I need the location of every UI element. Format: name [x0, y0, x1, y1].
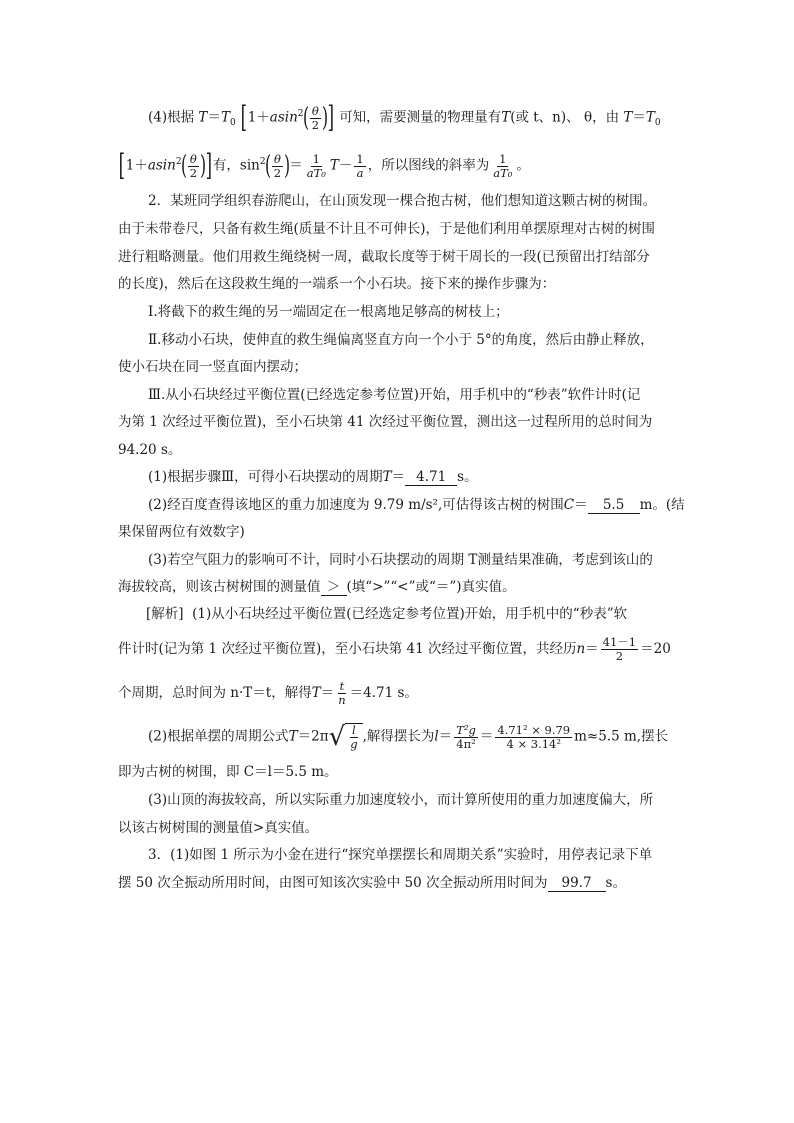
q2-step-2a: Ⅱ.移动小石块，使伸直的救生绳偏离竖直方向一个小于 5°的角度，然后由静止释放， [148, 332, 654, 348]
answer-blank-compare: ＞ [321, 579, 347, 596]
q2-sub-3a: (3)若空气阻力的影响可不计，同时小石块摆动的周期 T测量结果准确，考虑到该山的 [148, 552, 653, 568]
solution-line-4a: (4)根据 $T=T_0$ [1＋asin$^2$( $\frac{\theta}{2}$ )] 可知，需要测量的物理量有T(或 t、n)、 θ，由 $T=T_0$ [148, 100, 661, 135]
q2-sub-1: (1)根据步骤Ⅲ，可得小石块摆动的周期T＝ 4.71 s。 [148, 469, 478, 485]
solution-1b: 件计时(记为第 1 次经过平衡位置)，至小石块第 41 次经过平衡位置，共经历n＝ $\frac{41-1}{2}$ ＝20 [118, 635, 671, 663]
q2-step-2b: 使小石块在同一竖直面内摆动； [118, 359, 307, 375]
q2-sub-3b: 海拔较高，则该古树树围的测量值 ＞ (填“>”“<”或“＝”)真实值。 [118, 579, 516, 595]
solution-2a: (2)根据单摆的周期公式T＝2π √ $\frac{l}{g}$ ,解得摆长为l＝ $\frac{\text{T²g}}{\text{4π²}}$ ＝ $\frac{\text{4.71² × 9.79}}{\text{4 × 3.14²}}$ m≈5.5 m,摆长 [148, 722, 669, 752]
answer-blank-period: 4.71 [405, 469, 457, 486]
q2-step-3a: Ⅲ.从小石块经过平衡位置(已经选定参考位置)开始，用手机中的“秒表”软件计时(记 [148, 387, 641, 403]
q2-line-3: 进行粗略测量。他们用救生绳绕树一周，截取长度等于树干周长的一段(已预留出打结部分 [118, 249, 650, 265]
q3-line-2: 摆 50 次全振动所用时间，由图可知该次实验中 50 次全振动所用时间为 99.7 s。 [118, 875, 626, 891]
q2-sub-2b: 果保留两位有效数字) [118, 524, 245, 540]
solution-line-4b: [1＋asin$^2$( $\frac{\theta}{2}$ )]有，$\sin^2$( $\frac{\theta}{2}$ )＝ $\frac{1}{\text{aT₀}}$ T－ $\frac{1}{a}$ ，所以图线的斜率为 $\frac{1}{\text{aT₀}}$ 。 [118, 148, 530, 183]
solution-1a: [解析] (1)从小石块经过平衡位置(已经选定参考位置)开始，用手机中的“秒表”软 [146, 606, 628, 622]
solution-1c: 个周期，总时间为 n·T＝t，解得T＝ $\frac{t}{n}$ ＝4.71 s。 [118, 679, 418, 707]
q2-step-3b: 为第 1 次经过平衡位置)，至小石块第 41 次经过平衡位置，测出这一过程所用的总时间为 [118, 414, 653, 430]
solution-heading: [解析] [146, 606, 184, 622]
fraction-theta-over-2: $\frac{\theta}{2}$ [311, 103, 320, 132]
q2-step-1: Ⅰ.将截下的救生绳的另一端固定在一根离地足够高的树枝上； [148, 304, 509, 320]
q2-line-4: 的长度)，然后在这段救生绳的一端系一个小石块。接下来的操作步骤为： [118, 276, 556, 292]
q2-step-3c: 94.20 s。 [118, 442, 182, 458]
q3-line-1: 3．(1)如图 1 所示为小金在进行“探究单摆摆长和周期关系”实验时，用停表记录下单 [148, 847, 653, 863]
q2-line-2: 由于未带卷尺，只备有救生绳(质量不计且不可伸长)，于是他们利用单摆原理对古树的树围 [118, 221, 656, 237]
solution-3b: 以该古树树围的测量值>真实值。 [118, 820, 319, 836]
sqrt-l-over-g: √ $\frac{l}{g}$ [329, 723, 363, 751]
answer-blank-circumference: 5.5 [588, 497, 640, 514]
solution-2b: 即为古树的树围，即 C＝l＝5.5 m。 [118, 764, 338, 780]
q2-sub-2: (2)经百度查得该地区的重力加速度为 9.79 m/s²,可估得该古树的树围C＝ 5.5 m。(结 [148, 497, 685, 513]
q2-line-1: 2．某班同学组织春游爬山，在山顶发现一棵合抱古树，他们想知道这颗古树的树围。 [148, 193, 657, 209]
answer-blank-time: 99.7 [548, 875, 606, 892]
solution-3a: (3)山顶的海拔较高，所以实际重力加速度较小，而计算所使用的重力加速度偏大，所 [148, 792, 654, 808]
